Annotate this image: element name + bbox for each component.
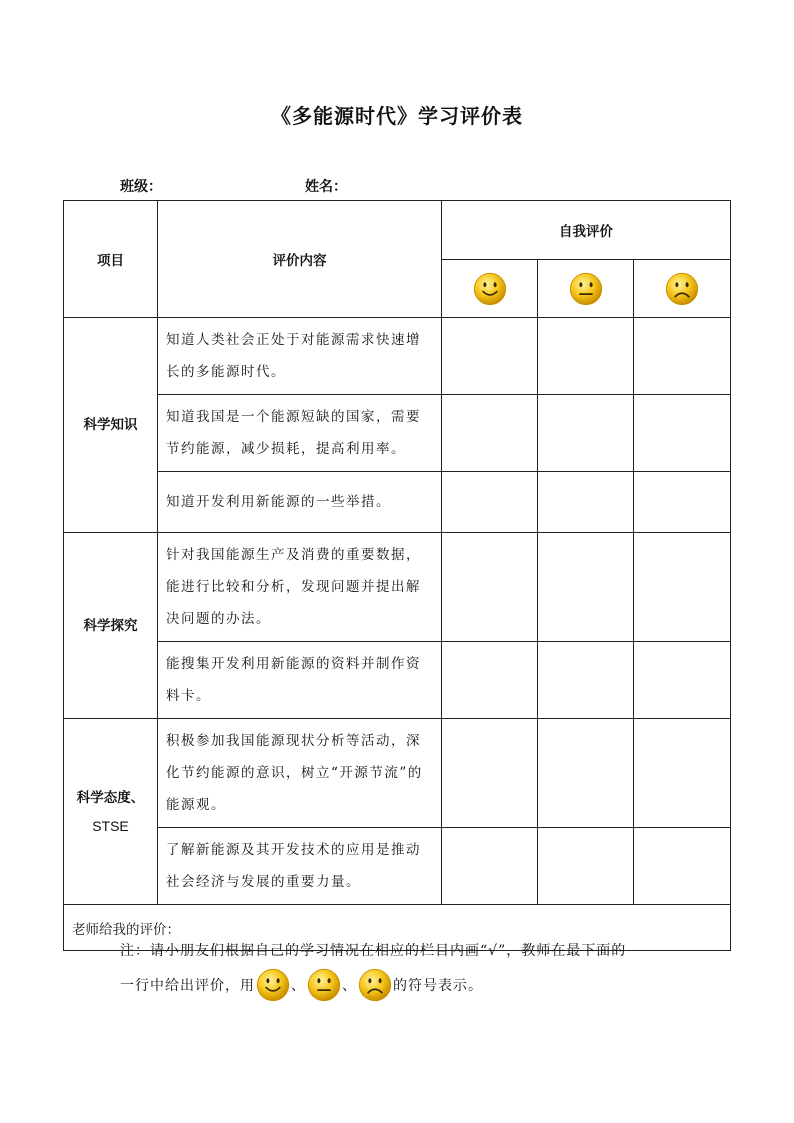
header-face-frown (634, 260, 731, 318)
category-attitude-line2: STSE (92, 817, 129, 834)
note-line-2 (120, 968, 483, 1002)
note-line-1: 注：请小朋友们根据自己的学习情况在相应的栏目内画“√”，教师在最下面的 (120, 943, 627, 959)
note-line-2-start: 一行中给出评价，用 (120, 978, 255, 994)
category-science-knowledge: 科学知识 (64, 318, 158, 533)
header-face-smile (442, 260, 538, 318)
table-row (64, 318, 731, 395)
criterion-text: 了解新能源及其开发技术的应用是推动社会经济与发展的重要力量。 (158, 828, 442, 905)
rating-cell[interactable] (634, 642, 731, 719)
rating-cell[interactable] (538, 318, 634, 395)
table-row (64, 719, 731, 828)
page-title: 《多能源时代》学习评价表 (271, 104, 523, 128)
rating-cell[interactable] (442, 395, 538, 472)
rating-cell[interactable] (634, 472, 731, 533)
rating-cell[interactable] (538, 719, 634, 828)
criterion-text: 知道我国是一个能源短缺的国家，需要节约能源，减少损耗，提高利用率。 (158, 395, 442, 472)
rating-cell[interactable] (538, 395, 634, 472)
frown-face-icon (634, 272, 730, 306)
rating-cell[interactable] (634, 533, 731, 642)
criterion-text: 能搜集开发利用新能源的资料并制作资料卡。 (158, 642, 442, 719)
header-self-eval: 自我评价 (442, 201, 731, 260)
note-separator: 、 (342, 978, 357, 994)
rating-cell[interactable] (538, 828, 634, 905)
smile-face-icon (442, 272, 537, 306)
smile-face-icon (256, 968, 290, 1002)
rating-cell[interactable] (442, 828, 538, 905)
teacher-comment-cell[interactable]: 老师给我的评价： (64, 905, 731, 951)
rating-cell[interactable] (442, 472, 538, 533)
rating-cell[interactable] (442, 719, 538, 828)
header-content: 评价内容 (158, 201, 442, 318)
table-row (64, 472, 731, 533)
rating-cell[interactable] (634, 318, 731, 395)
name-label: 姓名： (305, 179, 347, 195)
rating-cell[interactable] (442, 318, 538, 395)
category-science-inquiry: 科学探究 (64, 533, 158, 719)
rating-cell[interactable] (442, 533, 538, 642)
frown-face-icon (358, 968, 392, 1002)
table-row (64, 395, 731, 472)
table-row (64, 533, 731, 642)
rating-cell[interactable] (634, 395, 731, 472)
evaluation-table (63, 200, 731, 951)
criterion-text: 针对我国能源生产及消费的重要数据，能进行比较和分析，发现问题并提出解决问题的办法。 (158, 533, 442, 642)
rating-cell[interactable] (538, 642, 634, 719)
note-separator: 、 (291, 978, 306, 994)
class-label: 班级： (120, 179, 162, 195)
category-science-attitude (64, 719, 158, 905)
table-row (64, 642, 731, 719)
category-attitude-line1: 科学态度、 (76, 789, 145, 806)
criterion-text: 积极参加我国能源现状分析等活动，深化节约能源的意识，树立“开源节流”的能源观。 (158, 719, 442, 828)
criterion-text: 知道人类社会正处于对能源需求快速增长的多能源时代。 (158, 318, 442, 395)
rating-cell[interactable] (538, 533, 634, 642)
header-item: 项目 (64, 201, 158, 318)
rating-cell[interactable] (442, 642, 538, 719)
rating-cell[interactable] (634, 719, 731, 828)
neutral-face-icon (538, 272, 633, 306)
header-face-neutral (538, 260, 634, 318)
criterion-text: 知道开发利用新能源的一些举措。 (158, 472, 442, 533)
table-row (64, 828, 731, 905)
note-line-2-end: 的符号表示。 (393, 978, 483, 994)
rating-cell[interactable] (634, 828, 731, 905)
rating-cell[interactable] (538, 472, 634, 533)
neutral-face-icon (307, 968, 341, 1002)
